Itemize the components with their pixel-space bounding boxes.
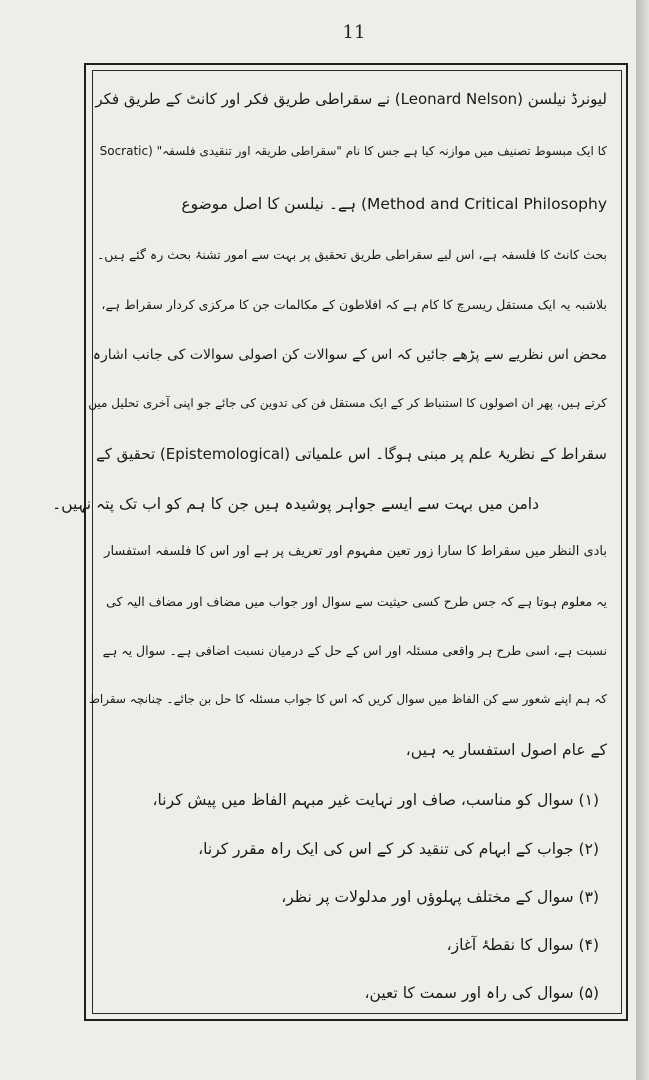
page-number: 11	[342, 22, 366, 43]
body-line: بحث کانٹ کا فلسفہ ہے، اس لیے سقراطی طریق تحقیق پر بہت سے امور تشنۂ بحث رہ گئے ہیں۔	[96, 247, 607, 262]
body-line: کا ایک مبسوط تصنیف میں موازنہ کیا ہے جس کا نام "سقراطی طریقہ اور تنقیدی فلسفہ" (Socratic	[99, 144, 607, 158]
body-line: بادی النظر میں سقراط کا سارا زور تعین مفہوم اور تعریف پر ہے اور اس کا فلسفہ استفسار	[104, 544, 607, 559]
list-item: (۲) جواب کے ابہام کی تنقید کر کے اس کی ایک راہ مقرر کرنا،	[198, 840, 599, 858]
body-line: لیونرڈ نیلسن (Leonard Nelson) نے سقراطی طریق فکر اور کانٹ کے طریق فکر	[95, 90, 607, 108]
body-line: کے عام اصول استفسار یہ ہیں،	[405, 741, 607, 759]
body-line: بلاشبہ یہ ایک مستقل ریسرچ کا کام ہے کہ افلاطون کے مکالمات جن کا مرکزی کردار سقراط ہے،	[101, 297, 607, 312]
body-line: Method and Critical Philosophy) ہے۔ نیلسن کا اصل موضوع	[181, 195, 607, 213]
body-line: سقراط کے نظریۂ علم پر مبنی ہوگا۔ اس علمیاتی (Epistemological) تحقیق کے	[95, 445, 607, 463]
book-spine-edge	[636, 0, 649, 1080]
body-line: دامن میں بہت سے ایسے جواہر پوشیدہ ہیں جن کا ہم کو اب تک پتہ نہیں۔	[52, 495, 539, 513]
body-line: کہ ہم اپنے شعور سے کن الفاظ میں سوال کریں کہ اس کا جواب مسئلہ کا حل بن جائے۔ چنانچہ سقراط	[88, 692, 607, 706]
body-line: یہ معلوم ہوتا ہے کہ جس طرح کسی حیثیت سے سوال اور جواب میں مضاف اور مضاف الیہ کی	[106, 594, 607, 609]
list-item: (۱) سوال کو مناسب، صاف اور نہایت غیر مبہم الفاظ میں پیش کرنا،	[152, 791, 599, 809]
body-line: کرتے ہیں، پھر ان اصولوں کا استنباط کر کے ایک مستقل فن کی تدوین کی جائے جو اپنی آخری تحلیل میں	[88, 396, 607, 410]
body-line: نسبت ہے، اسی طرح ہر واقعی مسئلہ اور اس کے حل کے درمیان نسبت اضافی ہے۔ سوال یہ ہے	[102, 643, 607, 658]
list-item: (۵) سوال کی راہ اور سمت کا تعین،	[364, 984, 599, 1002]
list-item: (۳) سوال کے مختلف پہلوؤں اور مدلولات پر نظر،	[281, 888, 599, 906]
body-line: محض اس نظریے سے پڑھے جائیں کہ اس کے سوالات کن اصولی سوالات کی جانب اشارہ	[92, 347, 607, 363]
list-item: (۴) سوال کا نقطۂ آغاز،	[446, 936, 599, 954]
